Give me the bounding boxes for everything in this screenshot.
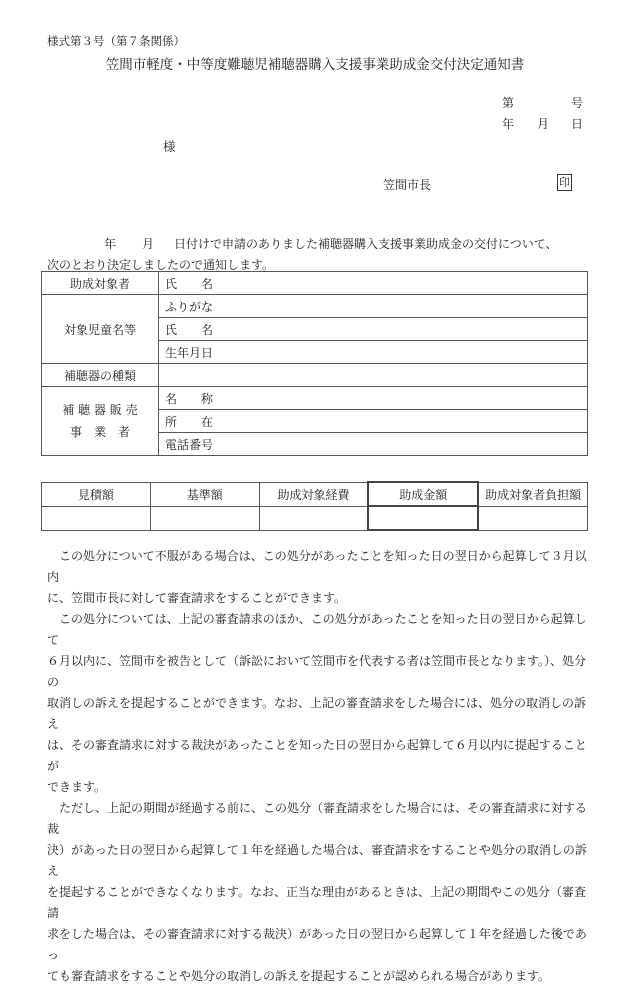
document-number-suffix: 号 xyxy=(571,96,584,110)
table-row xyxy=(42,387,588,410)
notice-text: 日付けで申請のありました補聴器購入支援事業助成金の交付について、 xyxy=(174,237,558,251)
recipient-honorific: 様 xyxy=(163,139,176,154)
date-month-label: 月 xyxy=(537,117,550,131)
standard-amount-value[interactable] xyxy=(150,506,259,530)
child-birth-label: 生年月日 xyxy=(159,341,246,364)
seller-name-label: 名 称 xyxy=(159,387,246,410)
form-number: 様式第３号（第７条関係） xyxy=(47,34,185,48)
device-type-label: 補聴器の種類 xyxy=(42,364,159,387)
details-table xyxy=(41,271,588,456)
issuer-name: 笠間市長 xyxy=(383,178,432,192)
seller-name-value[interactable] xyxy=(245,387,588,410)
amount-table xyxy=(41,481,588,531)
child-name-value[interactable] xyxy=(245,318,588,341)
table-row xyxy=(42,364,588,387)
recipient-burden-value[interactable] xyxy=(478,506,587,530)
appeal-paragraph-1: この処分について不服がある場合は、この処分があったことを知った日の翌日から起算して３月以内 に、笠間市長に対して審査請求をすることができます。 xyxy=(47,549,587,605)
table-row xyxy=(42,272,588,295)
child-birth-value[interactable] xyxy=(245,341,588,364)
amount-value-row xyxy=(42,506,588,530)
notice-year-label: 年 xyxy=(104,237,117,251)
eligible-cost-value[interactable] xyxy=(259,506,368,530)
subsidy-amount-header: 助成金額 xyxy=(368,482,478,506)
document-title: 笠間市軽度・中等度難聴児補聴器購入支援事業助成金交付決定通知書 xyxy=(105,57,525,73)
child-name-label: 氏 名 xyxy=(159,318,246,341)
seal-box: 印 xyxy=(559,176,570,189)
subject-label: 助成対象者 xyxy=(42,272,159,295)
device-type-value[interactable] xyxy=(159,364,588,387)
notice-month-label: 月 xyxy=(142,237,155,251)
child-kana-label: ふりがな xyxy=(159,295,246,318)
date-day-label: 日 xyxy=(571,117,584,131)
recipient-burden-header: 助成対象者負担額 xyxy=(478,482,587,506)
eligible-cost-header: 助成対象経費 xyxy=(259,482,368,506)
notice-line-2: 次のとおり決定しましたので通知します。 xyxy=(47,258,275,272)
subject-name-value[interactable] xyxy=(245,272,588,295)
estimate-header: 見積額 xyxy=(42,482,151,506)
seller-label-line-2: 事 業 者 xyxy=(69,425,130,439)
appeal-notice-text xyxy=(47,546,587,987)
amount-header-row xyxy=(42,482,588,506)
seller-phone-value[interactable] xyxy=(245,433,588,456)
seller-address-value[interactable] xyxy=(245,410,588,433)
date-year-label: 年 xyxy=(502,117,515,131)
child-kana-value[interactable] xyxy=(245,295,588,318)
subject-name-label: 氏 名 xyxy=(159,272,246,295)
document-number-prefix: 第 xyxy=(502,96,515,110)
child-label: 対象児童名等 xyxy=(42,295,159,364)
appeal-paragraph-2: この処分については、上記の審査請求のほか、この処分があったことを知った日の翌日から起算して ６月以内に、笠間市を被告として（訴訟において笠間市を代表する者は笠間市長となります。）、処分の 取消しの訴えを提起することができます。なお、上記の審査請求をした場合には、処分の取消しの訴え は、その審査請求に対する裁決があったことを知った日の翌日から起算して６月以内に提起することが できます。 xyxy=(47,612,587,794)
notice-line-1 xyxy=(104,235,558,252)
appeal-paragraph-3: ただし、上記の期間が経過する前に、この処分（審査請求をした場合には、その審査請求に対する裁 決）があった日の翌日から起算して１年を経過した場合は、審査請求をすることや処分の取消しの訴え を提起することができなくなります。なお、正当な理由があるときは、上記の期間やこの処分（審査請 求をした場合は、その審査請求に対する裁決）があった日の翌日から起算して１年を経過した後であっ ても審査請求をすることや処分の取消しの訴えを提起することが認められる場合があります。 xyxy=(47,801,588,983)
seller-label xyxy=(42,387,159,456)
seller-label-line-1: 補 聴 器 販 売 xyxy=(62,403,138,417)
estimate-value[interactable] xyxy=(42,506,151,530)
table-row xyxy=(42,295,588,318)
seller-phone-label: 電話番号 xyxy=(159,433,246,456)
seller-address-label: 所 在 xyxy=(159,410,246,433)
standard-amount-header: 基準額 xyxy=(150,482,259,506)
subsidy-amount-value[interactable] xyxy=(368,506,478,530)
